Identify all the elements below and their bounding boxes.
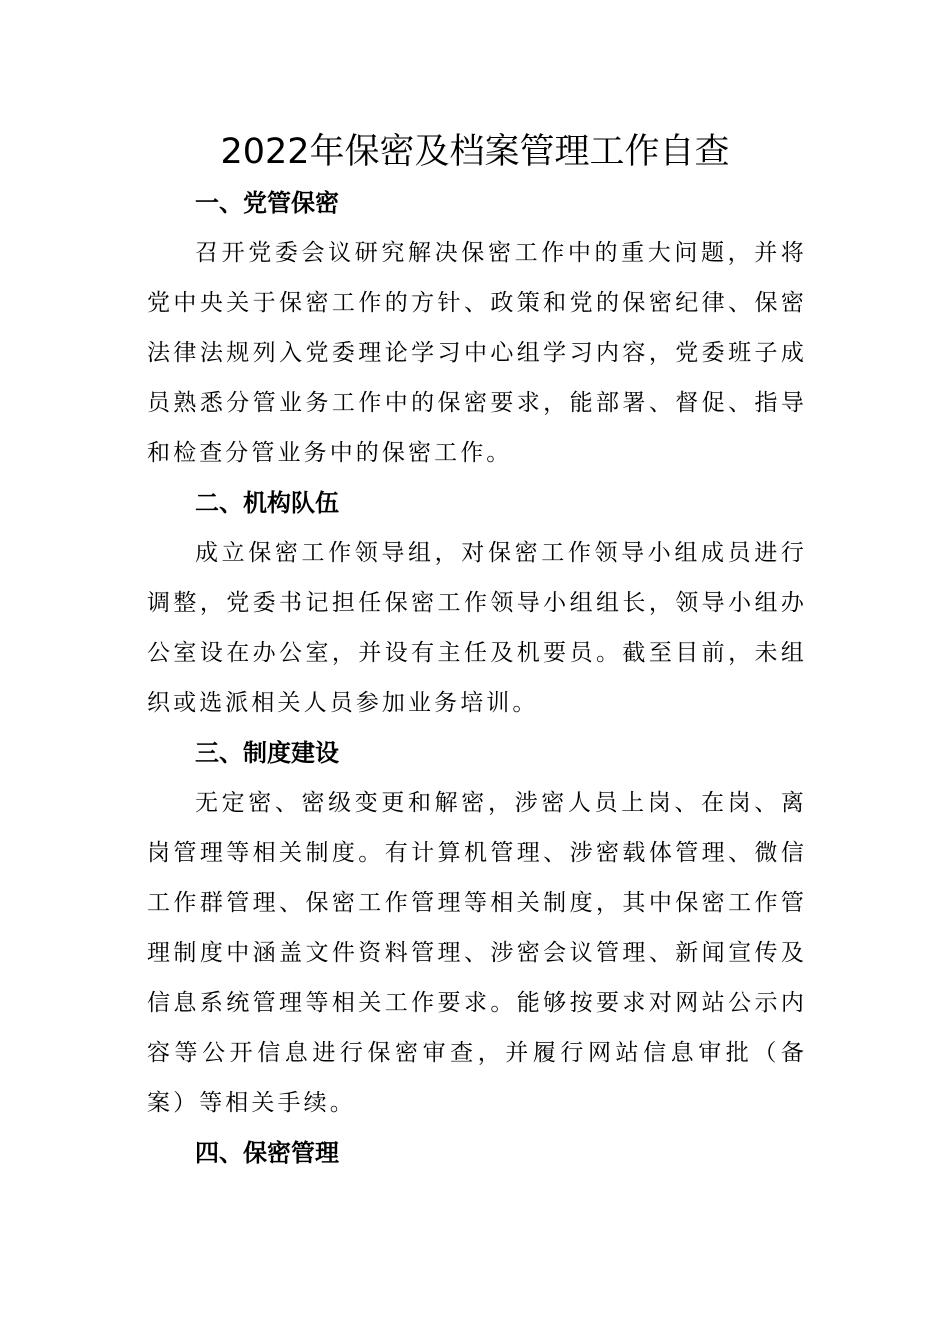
document-body bbox=[147, 178, 807, 1178]
section-heading-party-secrecy: 一、党管保密 bbox=[195, 189, 339, 217]
section-paragraph-system-building: 无定密、密级变更和解密，涉密人员上岗、在岗、离岗管理等相关制度。有计算机管理、涉密载体管理、微信工作群管理、保密工作管理等相关制度，其中保密工作管理制度中涵盖文件资料管理、涉密会议管理、新闻宣传及信息系统管理等相关工作要求。能够按要求对网站公示内容等公开信息进行保密审查，并履行网站信息审批（备案）等相关手续。 bbox=[147, 790, 807, 1116]
section-heading-secrecy-management: 四、保密管理 bbox=[195, 1139, 339, 1167]
document-title: 2022年保密及档案管理工作自查 bbox=[220, 132, 730, 172]
section-heading-organization: 二、机构队伍 bbox=[195, 489, 339, 517]
section-paragraph-organization: 成立保密工作领导组，对保密工作领导小组成员进行调整，党委书记担任保密工作领导小组组长，领导小组办公室设在办公室，并设有主任及机要员。截至目前，未组织或选派相关人员参加业务培训。 bbox=[147, 540, 807, 716]
section-paragraph-party-secrecy: 召开党委会议研究解决保密工作中的重大问题，并将党中央关于保密工作的方针、政策和党的保密纪律、保密法律法规列入党委理论学习中心组学习内容，党委班子成员熟悉分管业务工作中的保密要求，能部署、督促、指导和检查分管业务中的保密工作。 bbox=[147, 240, 807, 466]
section-heading-system-building: 三、制度建设 bbox=[195, 739, 339, 767]
